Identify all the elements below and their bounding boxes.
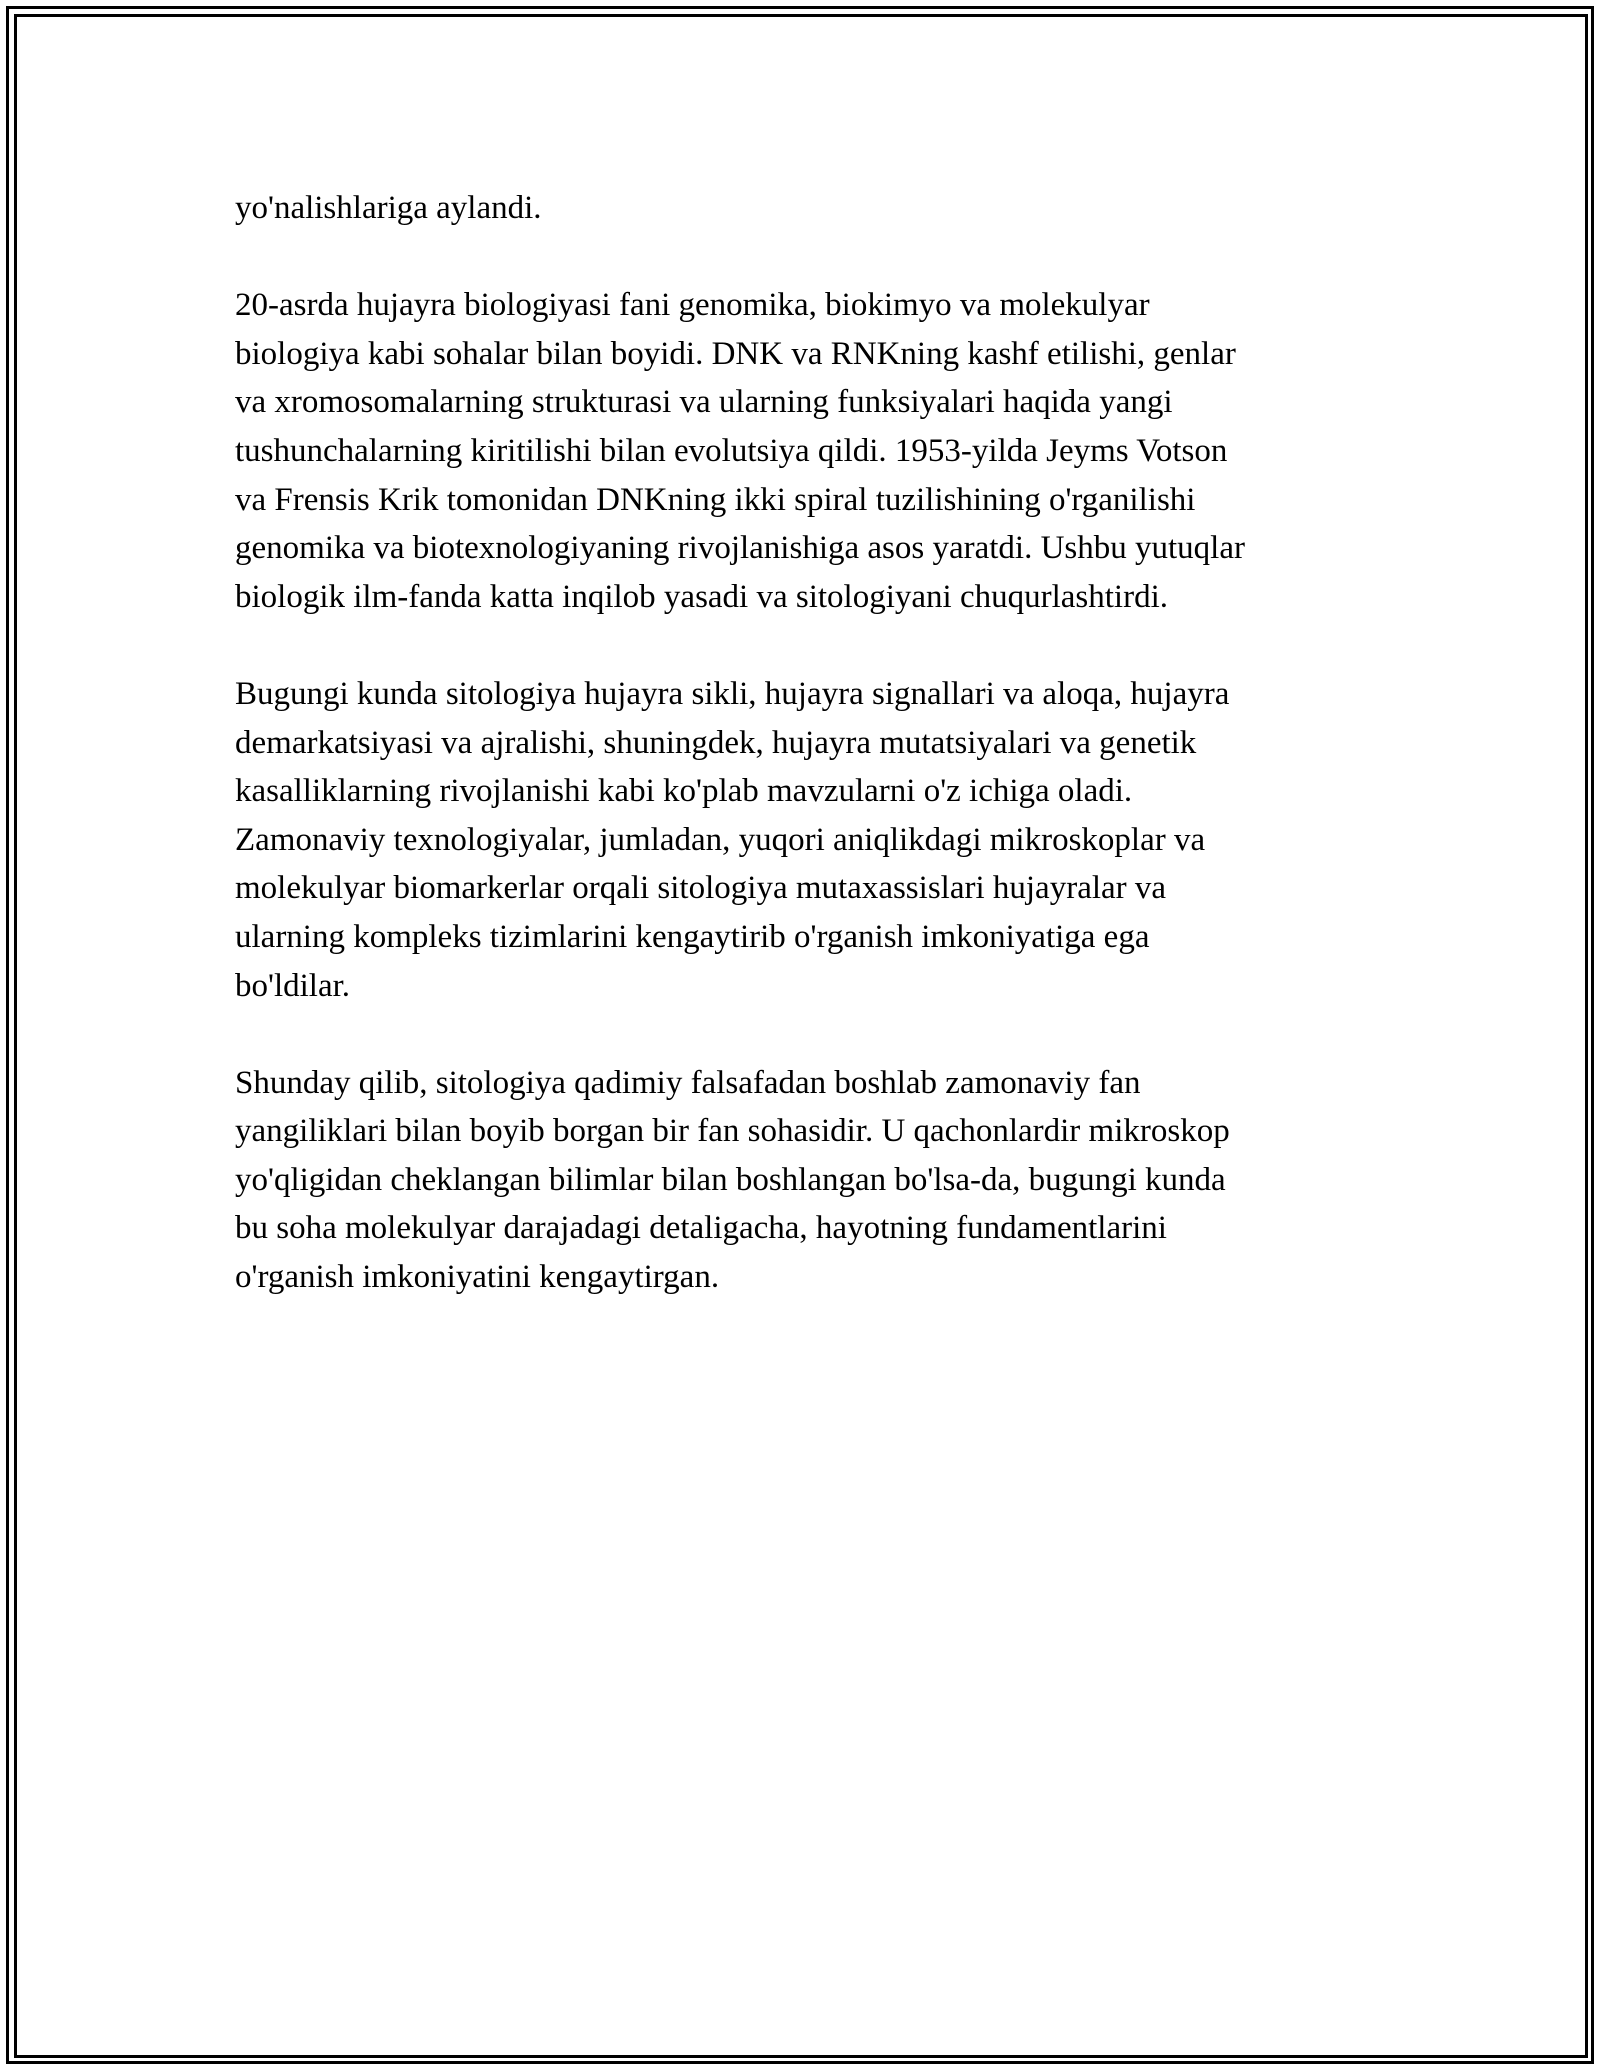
text-line: va xromosomalarning strukturasi va ularning funksiyalari haqida yangi (235, 384, 1173, 421)
paragraph-2 (235, 281, 1375, 621)
text-line: Shunday qilib, sitologiya qadimiy falsafadan boshlab zamonaviy fan (235, 1064, 1141, 1101)
text-line: bo'ldilar. (235, 967, 351, 1004)
text-line: biologik ilm-fanda katta inqilob yasadi va sitologiyani chuqurlashtirdi. (235, 578, 1168, 615)
text-line: genomika va biotexnologiyaning rivojlanishiga asos yaratdi. Ushbu yutuqlar (235, 530, 1245, 567)
text-line: Bugungi kunda sitologiya hujayra sikli, hujayra signallari va aloqa, hujayra (235, 675, 1230, 712)
text-line: tushunchalarning kiritilishi bilan evolutsiya qildi. 1953-yilda Jeyms Votson (235, 432, 1228, 469)
text-line: yangiliklari bilan boyib borgan bir fan sohasidir. U qachonlardir mikroskop (235, 1113, 1230, 1150)
text-line: 20-asrda hujayra biologiyasi fani genomika, biokimyo va molekulyar (235, 287, 1150, 324)
text-line: ularning kompleks tizimlarini kengaytirib o'rganish imkoniyatiga ega (235, 918, 1150, 955)
paragraph-1 (235, 184, 1375, 233)
text-line: yo'qligidan cheklangan bilimlar bilan boshlangan bo'lsa-da, bugungi kunda (235, 1161, 1226, 1198)
text-line: yo'nalishlariga aylandi. (235, 190, 542, 226)
text-line: va Frensis Krik tomonidan DNKning ikki spiral tuzilishining o'rganilishi (235, 481, 1196, 518)
text-line: o'rganish imkoniyatini kengaytirgan. (235, 1259, 720, 1296)
text-line: molekulyar biomarkerlar orqali sitologiya mutaxassislari hujayralar va (235, 870, 1167, 907)
text-line: biologiya kabi sohalar bilan boyidi. DNK va RNKning kashf etilishi, genlar (235, 335, 1236, 372)
text-line: demarkatsiyasi va ajralishi, shuningdek, hujayra mutatsiyalari va genetik (235, 724, 1197, 761)
paragraph-4 (235, 1059, 1375, 1302)
document-body (235, 184, 1375, 1350)
text-line: bu soha molekulyar darajadagi detaligacha, hayotning fundamentlarini (235, 1210, 1167, 1247)
text-line: kasalliklarning rivojlanishi kabi ko'plab mavzularni o'z ichiga oladi. (235, 773, 1133, 810)
paragraph-3 (235, 670, 1375, 1010)
text-line: Zamonaviy texnologiyalar, jumladan, yuqori aniqlikdagi mikroskoplar va (235, 821, 1206, 858)
